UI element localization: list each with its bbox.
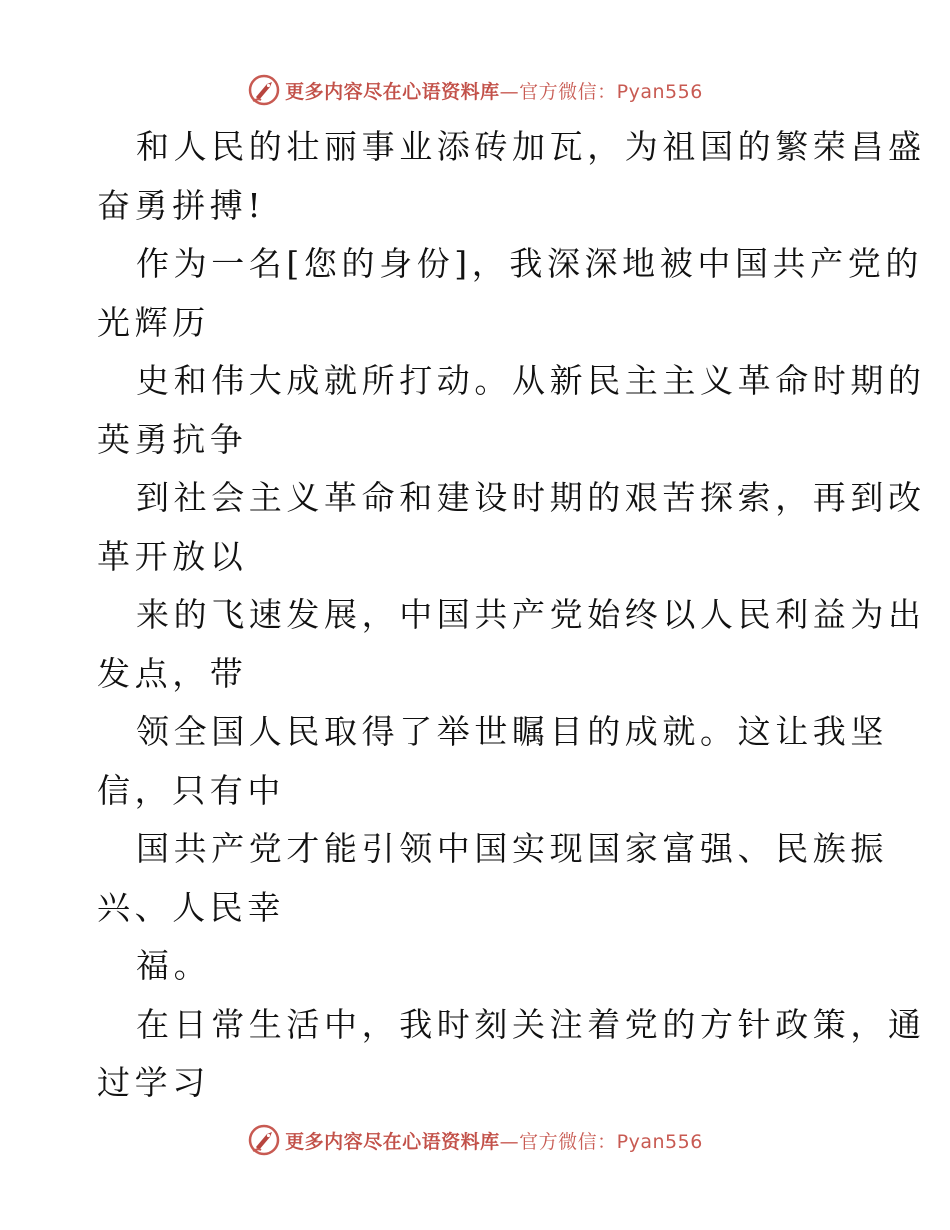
- text-line: 史和伟大成就所打动。从新民主主义革命时期的: [136, 361, 926, 400]
- watermark-brand: 更多内容尽在心语资料库: [285, 1130, 500, 1153]
- text-line: 在日常生活中，我时刻关注着党的方针政策，通: [136, 1004, 926, 1044]
- text-line: 光辉历: [97, 302, 210, 342]
- watermark-separator: —: [499, 80, 520, 103]
- text-line: 到社会主义革命和建设时期的艰苦探索，再到改: [136, 478, 926, 517]
- text-line: 过学习: [97, 1063, 210, 1102]
- text-line: 作为一名[您的身份]，我深深地被中国共产党的: [136, 244, 923, 283]
- pen-nib-icon: [247, 1123, 281, 1157]
- text-line: 革开放以: [97, 536, 248, 576]
- document-body: [97, 118, 926, 1113]
- header-watermark: [0, 70, 950, 110]
- text-line: 国共产党才能引领中国实现国家富强、民族振: [136, 829, 888, 868]
- watermark-contact: 官方微信：Pyan556: [519, 1130, 703, 1153]
- text-line: 信，只有中: [97, 770, 285, 810]
- text-line: 福。: [136, 946, 212, 985]
- text-line: 发点，带: [97, 653, 248, 693]
- text-line: 领全国人民取得了举世瞩目的成就。这让我坚: [136, 712, 888, 751]
- pen-nib-icon: [247, 73, 281, 107]
- footer-watermark: [0, 1120, 950, 1160]
- text-line: 兴、人民幸: [97, 887, 285, 927]
- text-line: 奋勇拼搏!: [97, 185, 266, 225]
- watermark-text: [285, 1127, 703, 1154]
- text-line: 和人民的壮丽事业添砖加瓦，为祖国的繁荣昌盛: [136, 127, 926, 166]
- text-line: 来的飞速发展，中国共产党始终以人民利益为出: [136, 595, 926, 634]
- watermark-text: [285, 77, 703, 104]
- text-line: 英勇抗争: [97, 419, 248, 459]
- watermark-contact: 官方微信：Pyan556: [519, 80, 703, 103]
- watermark-separator: —: [499, 1130, 520, 1153]
- watermark-brand: 更多内容尽在心语资料库: [285, 80, 500, 103]
